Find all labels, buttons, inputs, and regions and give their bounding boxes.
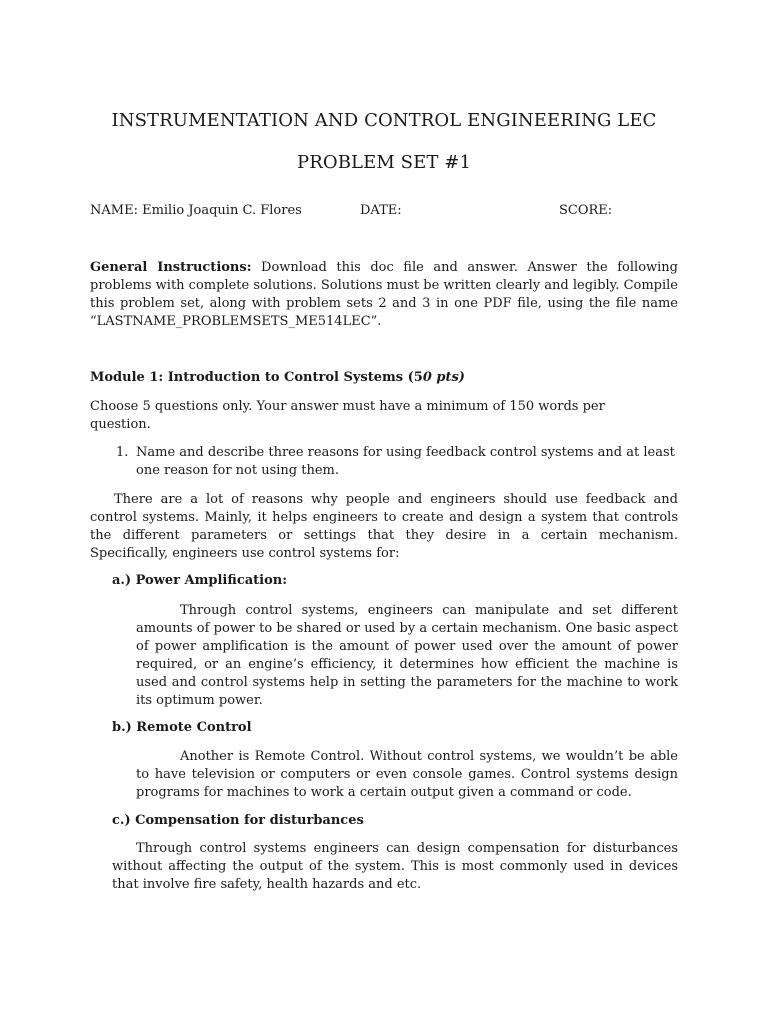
section-text-compensation: Through control systems engineers can design compensation for disturbances without affecting the output of the system. This is most commonly used in devices that involve fire safety, health hazards and etc. (112, 841, 678, 892)
document-title: INSTRUMENTATION AND CONTROL ENGINEERING LEC (111, 110, 657, 131)
section-heading-remote-control: b.) Remote Control (112, 720, 252, 735)
instructions-text: Download this doc file and answer. Answer the following problems with complete solutions. Solutions must be written clearly and legibly. Compile this problem set, along with problem sets 2 and 3 in one PDF file, using the file name “LASTNAME_PROBLEMSETS_ME514LEC”. (90, 260, 678, 329)
general-instructions (90, 259, 678, 331)
module-heading-main: Module 1: Introduction to Control Systems (5 (90, 370, 423, 385)
instructions-label: General Instructions: (90, 260, 252, 275)
section-heading-compensation: c.) Compensation for disturbances (112, 813, 364, 828)
module-heading-points: 0 pts) (422, 370, 465, 385)
choose-instructions: Choose 5 questions only. Your answer must have a minimum of 150 words per question. (90, 399, 605, 432)
problem-set-title: PROBLEM SET #1 (296, 152, 472, 173)
section-text-remote-control: Another is Remote Control. Without control systems, we wouldn’t be able to have television or computers or even console games. Control systems design programs for machines to work a certain output given a command or code. (136, 749, 678, 800)
name-field: NAME: Emilio Joaquin C. Flores (90, 203, 302, 218)
answer-intro: There are a lot of reasons why people and engineers should use feedback and control systems. Mainly, it helps engineers to create and design a system that controls the different parameters or settings that they desire in a certain mechanism. Specifically, engineers use control systems for: (90, 492, 678, 561)
score-field: SCORE: (559, 203, 613, 218)
date-field: DATE: (360, 203, 402, 218)
section-heading-power-amplification: a.) Power Amplification: (112, 573, 288, 588)
module-heading (90, 370, 465, 385)
section-text-power-amplification: Through control systems, engineers can manipulate and set different amounts of power to be shared or used by a certain mechanism. One basic aspect of power amplification is the amount of power used over the amount of power required, or an engine’s efficiency, it determines how efficient the machine is used and control systems help in setting the parameters for the machine to work its optimum power. (136, 603, 678, 708)
student-info-row (90, 203, 690, 223)
question-number: 1. (116, 445, 129, 460)
question-text: Name and describe three reasons for using feedback control systems and at least one reason for not using them. (136, 445, 675, 478)
question-item (116, 444, 676, 480)
